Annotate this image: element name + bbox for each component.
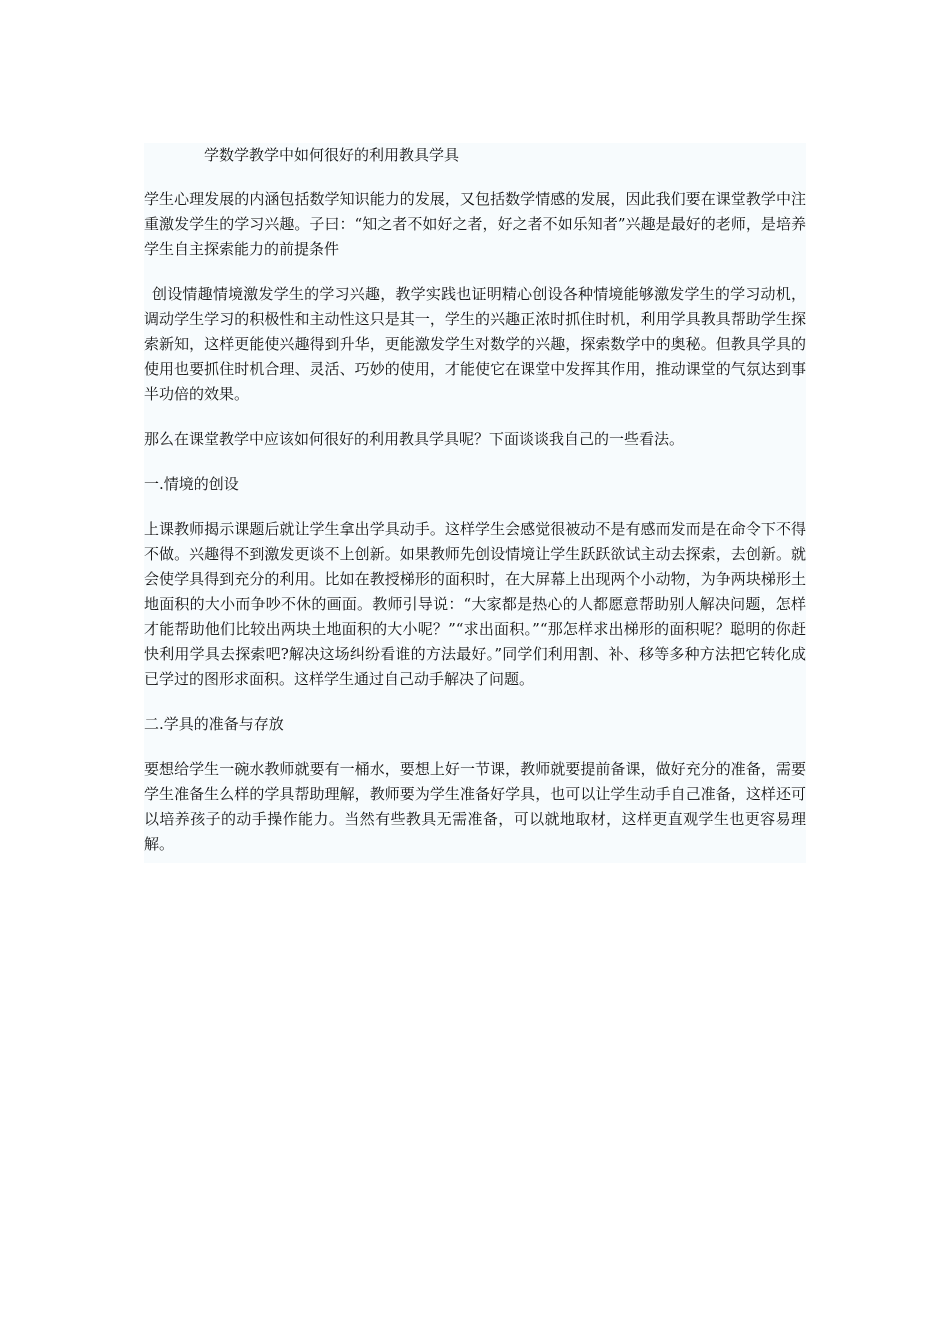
document-title: 学数学教学中如何很好的利用教具学具 <box>204 146 460 164</box>
paragraph-question: 那么在课堂教学中应该如何很好的利用教具学具呢？下面谈谈我自己的一些看法。 <box>144 430 685 448</box>
paragraph-interest: 创设情趣情境激发学生的学习兴趣，教学实践也证明精心创设各种情境能够激发学生的学习动机，调动学生学习的积极性和主动性这只是其一，学生的兴趣正浓时抓住时机，利用学具教具帮助学生探索新知，这样更能使兴趣得到升华，更能激发学生对数学的兴趣，探索数学中的奥秘。但教具学具的使用也要抓住时机合理、灵活、巧妙的使用，才能使它在课堂中发挥其作用，推动课堂的气氛达到事半功倍的效果。 <box>144 285 806 403</box>
section-heading-2: 二.学具的准备与存放 <box>144 715 284 733</box>
paragraph-section2: 要想给学生一碗水教师就要有一桶水，要想上好一节课，教师就要提前备课，做好充分的准备，需要学生准备生么样的学具帮助理解，教师要为学生准备好学具，也可以让学生动手自己准备，这样还可以培养孩子的动手操作能力。当然有些教具无需准备，可以就地取材，这样更直观学生也更容易理解。 <box>144 760 806 853</box>
paragraph-intro: 学生心理发展的内涵包括数学知识能力的发展，又包括数学情感的发展，因此我们要在课堂教学中注重激发学生的学习兴趣。子曰：“知之者不如好之者，好之者不如乐知者”兴趣是最好的老师，是培养学生自主探索能力的前提条件 <box>144 190 806 258</box>
paragraph-section1: 上课教师揭示课题后就让学生拿出学具动手。这样学生会感觉很被动不是有感而发而是在命令下不得不做。兴趣得不到激发更谈不上创新。如果教师先创设情境让学生跃跃欲试主动去探索，去创新。就会使学具得到充分的利用。比如在教授梯形的面积时，在大屏幕上出现两个小动物，为争两块梯形土地面积的大小而争吵不休的画面。教师引导说：“大家都是热心的人都愿意帮助别人解决问题，怎样才能帮助他们比较出两块土地面积的大小呢？”“求出面积。”“那怎样求出梯形的面积呢？聪明的你赶快利用学具去探索吧?解决这场纠纷看谁的方法最好。”同学们利用割、补、移等多种方法把它转化成已学过的图形求面积。这样学生通过自己动手解决了问题。 <box>144 520 806 688</box>
document-body <box>144 143 806 863</box>
section-heading-1: 一.情境的创设 <box>144 475 239 493</box>
